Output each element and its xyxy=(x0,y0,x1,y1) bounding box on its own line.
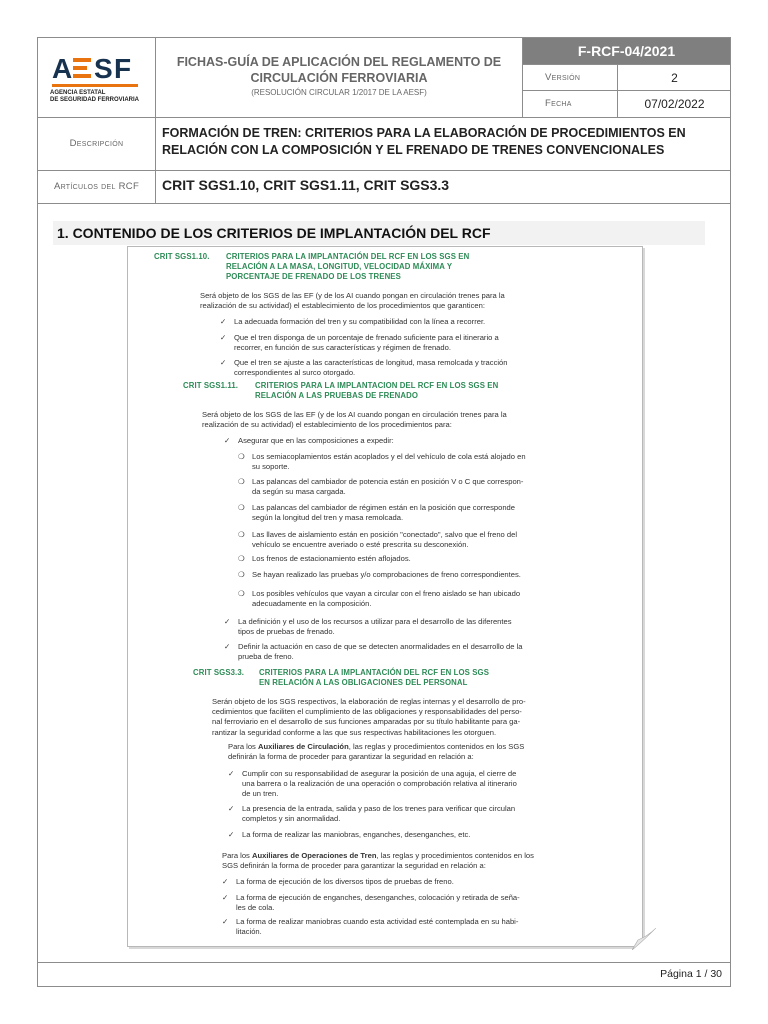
description-text xyxy=(162,125,686,159)
crit-3-intro-4: rantizar la seguridad conforme a las que sus respectivas habilitaciones les otorguen. xyxy=(212,727,497,737)
check-icon: ✓ xyxy=(228,804,235,813)
circle-bullet-icon: ❍ xyxy=(238,530,245,539)
document-header xyxy=(38,38,730,118)
check-icon: ✓ xyxy=(228,769,235,778)
crit-3-intro xyxy=(212,697,632,738)
crit-1-item-2b: recorrer, en función de sus características y régimen de frenado. xyxy=(234,343,451,353)
crit-1-item-3a: Que el tren se ajuste a las características de longitud, masa remolcada y tracción xyxy=(234,358,508,367)
document-title xyxy=(156,38,523,117)
description-line-2: RELACIÓN CON LA COMPOSICIÓN Y EL FRENADO DE TRENES CONVENCIONALES xyxy=(162,143,665,157)
crit-2-line-2: RELACIÓN A LAS PRUEBAS DE FRENADO xyxy=(255,391,418,401)
aesf-logo xyxy=(38,38,156,117)
description-line-1: FORMACIÓN DE TREN: CRITERIOS PARA LA ELABORACIÓN DE PROCEDIMIENTOS EN xyxy=(162,126,686,140)
crit-1-intro-2: realización de su actividad) el establecimiento de los procedimientos que garanticen: xyxy=(200,301,485,311)
crit-3-j3b: litación. xyxy=(236,927,262,937)
svg-text:S: S xyxy=(94,54,114,82)
crit-2-sub-1b: su soporte. xyxy=(252,462,290,472)
crit-3-line-2: EN RELACIÓN A LAS OBLIGACIONES DEL PERSONAL xyxy=(259,678,468,688)
crit-3-q1-pre: Para los xyxy=(228,742,258,751)
check-icon: ✓ xyxy=(222,893,229,902)
crit-1-line-1: CRITERIOS PARA LA IMPLANTACIÓN DEL RCF EN LOS SGS EN xyxy=(226,252,470,261)
check-icon: ✓ xyxy=(220,358,227,367)
check-icon: ✓ xyxy=(220,317,227,326)
crit-2-item-2b: tipos de pruebas de frenado. xyxy=(238,627,335,637)
crit-3-r1-bold: Auxiliares de Operaciones de Tren xyxy=(251,851,377,860)
date-value: 07/02/2022 xyxy=(644,97,705,111)
crit-2-sub-1a: Los semiacoplamientos están acoplados y el del vehículo de cola está alojado en xyxy=(252,452,526,461)
articles-row xyxy=(38,170,730,204)
crit-3-line-1: CRITERIOS PARA LA IMPLANTACIÓN DEL RCF EN LOS SGS xyxy=(259,668,490,677)
document-code: F-RCF-04/2021 xyxy=(523,38,730,64)
version-row xyxy=(523,64,730,91)
title-subtitle: (RESOLUCIÓN CIRCULAR 1/2017 DE LA AESF) xyxy=(251,88,427,97)
svg-text:F: F xyxy=(114,54,133,82)
title-line-2: CIRCULACIÓN FERROVIARIA xyxy=(250,71,428,85)
version-label: Versión xyxy=(523,65,618,91)
description-label: Descripción xyxy=(38,117,156,170)
page-curl-icon xyxy=(632,928,656,950)
crit-3-r2: SGS definirán la forma de proceder para garantizar la seguridad en relación a: xyxy=(222,861,486,871)
crit-2-item-3b: prueba de freno. xyxy=(238,652,294,662)
crit-2-sub-5: Los frenos de estacionamiento estén aflojados. xyxy=(252,554,411,563)
scanned-page xyxy=(127,246,643,947)
crit-2-sub-4a: Las llaves de aislamiento están en posición "conectado", salvo que el freno del xyxy=(252,530,518,539)
crit-3-j2b: les de cola. xyxy=(236,903,275,913)
crit-1-item-1: La adecuada formación del tren y su compatibilidad con la línea a recorrer. xyxy=(234,317,486,326)
crit-2-intro-2: realización de su actividad) el establecimiento de los procedimientos para: xyxy=(202,420,452,430)
crit-3-item-3: La forma de realizar las maniobras, enganches, desenganches, etc. xyxy=(242,830,471,839)
check-icon: ✓ xyxy=(228,830,235,839)
crit-3-code: CRIT SGS3.3. xyxy=(193,668,245,677)
check-icon: ✓ xyxy=(224,617,231,626)
crit-2-sub-3b: según la longitud del tren y masa remolcada. xyxy=(252,513,404,523)
circle-bullet-icon: ❍ xyxy=(238,477,245,486)
crit-3-item-1c: de un tren. xyxy=(242,789,279,799)
crit-2-sub-4b: vehículo se encuentre averiado o esté prescrita su desconexión. xyxy=(252,540,469,550)
check-icon: ✓ xyxy=(220,333,227,342)
crit-2-intro-1: Será objeto de los SGS de las EF (y de los AI cuando pongan en circulación trenes para la xyxy=(202,410,507,419)
crit-3-item-2a: La presencia de la entrada, salida y paso de los trenes para verificar que circulan xyxy=(242,804,516,813)
aesf-logo-icon xyxy=(52,54,142,82)
crit-2-sub-7a: Los posibles vehículos que vayan a circular con el freno aislado se han ubicado xyxy=(252,589,521,598)
crit-2-item-1: Asegurar que en las composiciones a expedir: xyxy=(238,436,394,445)
crit-2-sub-2a: Las palancas del cambiador de potencia están en posición V o C que correspon- xyxy=(252,477,524,486)
crit-3-q2: definirán la forma de proceder para garantizar la seguridad en relación a: xyxy=(228,752,474,762)
articles-label: Artículos del RCF xyxy=(38,170,156,203)
crit-3-intro-1: Serán objeto de los SGS respectivos, la elaboración de reglas internas y el desarrollo de pro- xyxy=(212,697,526,706)
logo-sub-line-1: AGENCIA ESTATAL xyxy=(50,90,106,96)
logo-sub-line-2: DE SEGURIDAD FERROVIARIA xyxy=(50,97,140,103)
articles-value: CRIT SGS1.10, CRIT SGS1.11, CRIT SGS3.3 xyxy=(162,177,450,193)
crit-2-line-1: CRITERIOS PARA LA IMPLANTACION DEL RCF EN LOS SGS EN xyxy=(255,381,499,390)
crit-3-item-1a: Cumplir con su responsabilidad de asegurar la posición de una aguja, el cierre de xyxy=(242,769,517,778)
footer-divider xyxy=(38,962,730,963)
crit-2-sub-2b: da según su masa cargada. xyxy=(252,487,346,497)
circle-bullet-icon: ❍ xyxy=(238,589,245,598)
date-label: Fecha xyxy=(523,91,618,117)
crit-1-item-3b: correspondientes al surco otorgado. xyxy=(234,368,356,378)
crit-2-sub-7b: adecuadamente en la composición. xyxy=(252,599,372,609)
crit-2-code: CRIT SGS1.11. xyxy=(183,381,239,390)
crit-2-item-2a: La definición y el uso de los recursos a utilizar para el desarrollo de las diferentes xyxy=(238,617,512,626)
circle-bullet-icon: ❍ xyxy=(238,554,245,563)
crit-3-item-1b: una barrera o la realización de una operación o comprobación relativa al itinerario xyxy=(242,779,517,789)
description-row xyxy=(38,117,730,171)
crit-2-intro xyxy=(202,410,630,430)
circle-bullet-icon: ❍ xyxy=(238,570,245,579)
crit-3-intro-3: nal ferroviario en el desarrollo de sus funciones amparadas por su título habilitante para ga- xyxy=(212,717,521,727)
crit-1-item-2a: Que el tren disponga de un porcentaje de frenado suficiente para el itinerario a xyxy=(234,333,499,342)
crit-3-item-2b: completos y sin anormalidad. xyxy=(242,814,341,824)
page-number: Página 1 / 30 xyxy=(660,968,722,980)
check-icon: ✓ xyxy=(224,642,231,651)
date-row xyxy=(523,90,730,117)
logo-underline xyxy=(52,84,138,87)
section-title: 1. CONTENIDO DE LOS CRITERIOS DE IMPLANTACIÓN DEL RCF xyxy=(53,221,705,245)
crit-3-r1-pre: Para los xyxy=(222,851,252,860)
crit-1-line-2: RELACIÓN A LA MASA, LONGITUD, VELOCIDAD MÁXIMA Y xyxy=(226,262,453,272)
circle-bullet-icon: ❍ xyxy=(238,503,245,512)
logo-subtitle xyxy=(50,90,139,104)
crit-1-intro xyxy=(200,291,628,311)
crit-3-q1-post: , las reglas y procedimientos contenidos en los SGS xyxy=(348,742,525,751)
check-icon: ✓ xyxy=(222,877,229,886)
title-line-1: FICHAS-GUÍA DE APLICACIÓN DEL REGLAMENTO DE xyxy=(176,55,502,69)
crit-2-item-3a: Definir la actuación en caso de que se detecten anormalidades en el desarrollo de la xyxy=(238,642,523,651)
crit-3-j1: La forma de ejecución de los diversos tipos de pruebas de freno. xyxy=(236,877,454,886)
version-value: 2 xyxy=(671,71,678,85)
crit-3-q1-bold: Auxiliares de Circulación xyxy=(257,742,349,751)
crit-3-j2a: La forma de ejecución de enganches, desenganches, colocación y retirada de seña- xyxy=(236,893,520,902)
check-icon: ✓ xyxy=(222,917,229,926)
svg-text:A: A xyxy=(52,54,74,82)
crit-2-sub-3a: Las palancas del cambiador de régimen están en la posición que corresponde xyxy=(252,503,515,512)
crit-3-operaciones-intro xyxy=(222,851,632,871)
crit-3-circulacion-intro xyxy=(228,742,632,762)
crit-1-line-3: PORCENTAJE DE FRENADO DE LOS TRENES xyxy=(226,272,401,282)
crit-3-r1-post: , las reglas y procedimientos contenidos en los xyxy=(376,851,534,860)
crit-3-intro-2: cedimientos que faciliten el cumplimiento de las obligaciones y responsabilidades del perso- xyxy=(212,707,522,717)
circle-bullet-icon: ❍ xyxy=(238,452,245,461)
crit-1-intro-1: Será objeto de los SGS de las EF (y de los AI cuando pongan en circulación trenes para la xyxy=(200,291,505,300)
crit-1-code: CRIT SGS1.10. xyxy=(154,252,210,261)
crit-3-j3a: La forma de realizar maniobras cuando esta actividad esté contemplada en su habi- xyxy=(236,917,519,926)
check-icon: ✓ xyxy=(224,436,231,445)
crit-2-sub-6: Se hayan realizado las pruebas y/o comprobaciones de freno correspondientes. xyxy=(252,570,521,579)
